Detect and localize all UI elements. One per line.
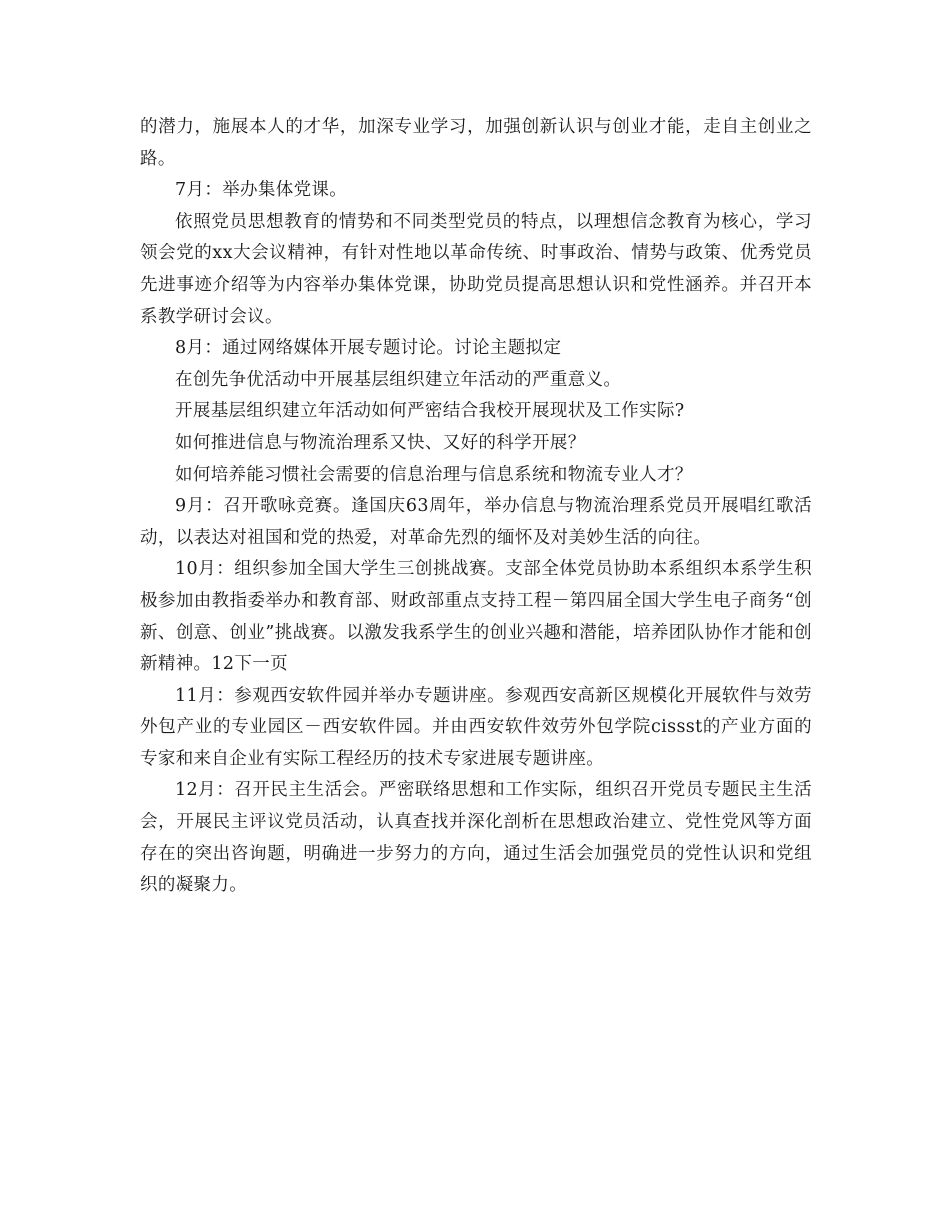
paragraph-october: 10月：组织参加全国大学生三创挑战赛。支部全体党员协助本系组织本系学生积极参加由教指委举办和教育部、财政部重点支持工程－第四届全国大学生电子商务“创新、创意、创业”挑战赛。以激发我系学生的创业兴趣和潜能，培养团队协作才能和创新精神。12下一页 (140, 559, 812, 675)
paragraph-topic-2: 开展基层组织建立年活动如何严密结合我校开展现状及工作实际? (175, 401, 685, 422)
paragraph-july-heading: 7月：举办集体党课。 (175, 180, 348, 201)
paragraph-september: 9月：召开歌咏竞赛。逢国庆63周年，举办信息与物流治理系党员开展唱红歌活动，以表达对祖国和党的热爱，对革命先烈的缅怀及对美妙生活的向往。 (140, 496, 812, 548)
paragraph-august-heading: 8月：通过网络媒体开展专题讨论。讨论主题拟定 (175, 338, 562, 359)
paragraph-topic-3: 如何推进信息与物流治理系又快、又好的科学开展？ (175, 432, 586, 453)
paragraph-topic-4: 如何培养能习惯社会需要的信息治理与信息系统和物流专业人才？ (175, 464, 693, 485)
paragraph-november: 11月：参观西安软件园并举办专题讲座。参观西安高新区规模化开展软件与效劳外包产业的专业园区－西安软件园。并由西安软件效劳外包学院cissst的产业方面的专家和来自企业有实际工程经历的技术专家进展专题讲座。 (140, 685, 812, 769)
paragraph-continuation: 的潜力，施展本人的才华，加深专业学习，加强创新认识与创业才能，走自主创业之路。 (140, 117, 812, 169)
paragraph-december: 12月：召开民主生活会。严密联络思想和工作实际，组织召开党员专题民主生活会，开展民主评议党员活动，认真查找并深化剖析在思想政治建立、党性党风等方面存在的突出咨询题，明确进一步努力的方向，通过生活会加强党员的党性认识和党组织的凝聚力。 (140, 780, 812, 896)
paragraph-july-detail: 依照党员思想教育的情势和不同类型党员的特点，以理想信念教育为核心，学习领会党的xx大会议精神，有针对性地以革命传统、时事政治、情势与政策、优秀党员先进事迹介绍等为内容举办集体党课，协助党员提高思想认识和党性涵养。并召开本系教学研讨会议。 (140, 211, 812, 327)
paragraph-topic-1: 在创先争优活动中开展基层组织建立年活动的严重意义。 (175, 369, 622, 390)
document-body (140, 112, 812, 902)
